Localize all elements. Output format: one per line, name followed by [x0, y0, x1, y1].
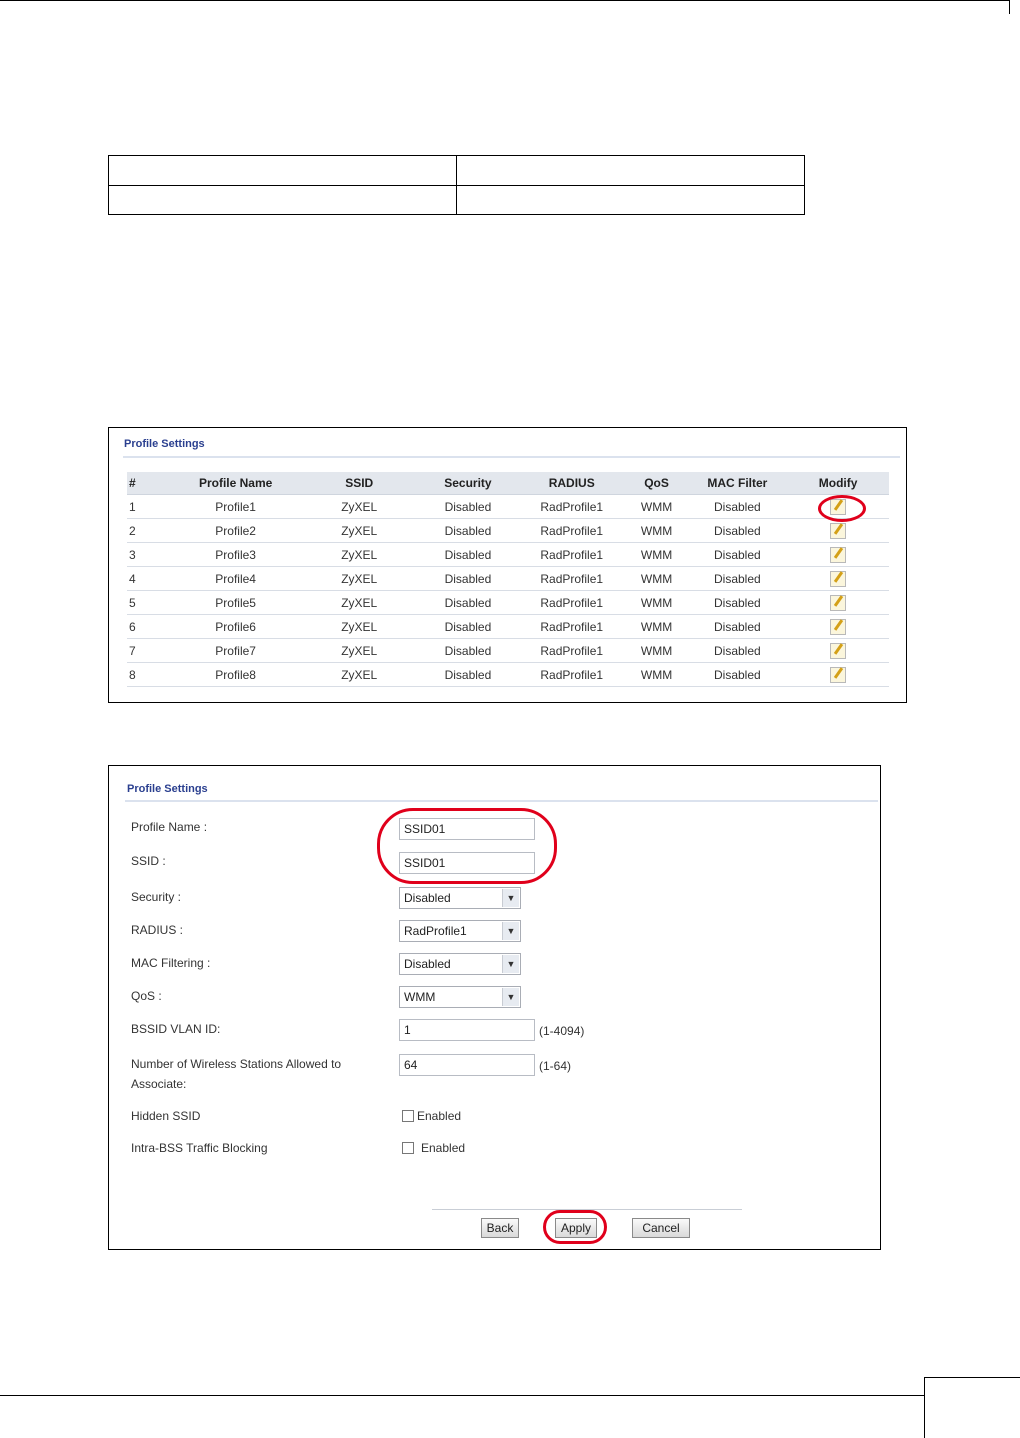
radius-select[interactable]: [399, 920, 521, 942]
table-cell: RadProfile1: [518, 519, 626, 543]
profile-name-input[interactable]: SSID01: [399, 818, 535, 840]
stations-range-hint: (1-64): [539, 1059, 572, 1073]
back-button[interactable]: Back: [481, 1218, 519, 1238]
hidden-ssid-checkbox[interactable]: [402, 1110, 414, 1122]
table-cell: RadProfile1: [518, 567, 626, 591]
table-cell: RadProfile1: [518, 615, 626, 639]
table-cell: 5: [127, 591, 171, 615]
table-cell: Disabled: [687, 495, 787, 519]
table-cell: ZyXEL: [300, 543, 418, 567]
table-row: [127, 543, 889, 567]
table-cell: Disabled: [418, 543, 518, 567]
table-cell: WMM: [626, 495, 688, 519]
table-row: [127, 567, 889, 591]
vlan-range-hint: (1-4094): [539, 1024, 585, 1038]
edit-pencil-icon[interactable]: [830, 619, 846, 635]
table-cell: Profile8: [171, 663, 301, 687]
modify-cell: [787, 591, 889, 615]
table-cell: Disabled: [687, 639, 787, 663]
table-cell: Disabled: [418, 663, 518, 687]
table-cell: Disabled: [418, 615, 518, 639]
intra-bss-checkbox[interactable]: [402, 1142, 414, 1154]
chevron-down-icon[interactable]: ▼: [502, 922, 519, 940]
ssid-label: SSID :: [131, 854, 166, 868]
hidden-ssid-option: Enabled: [417, 1109, 462, 1123]
table-row: [127, 495, 889, 519]
edit-pencil-icon[interactable]: [830, 523, 846, 539]
table-cell: Disabled: [687, 591, 787, 615]
table-cell: Disabled: [687, 615, 787, 639]
table-row: [127, 639, 889, 663]
table-cell: 8: [127, 663, 171, 687]
table-cell: ZyXEL: [300, 519, 418, 543]
qos-select[interactable]: [399, 986, 521, 1008]
select-value: WMM: [404, 990, 436, 1004]
mac-filtering-select[interactable]: [399, 953, 521, 975]
column-header: MAC Filter: [687, 472, 787, 495]
stations-label-line1: Number of Wireless Stations Allowed to: [131, 1057, 342, 1071]
highlight-oval: [818, 495, 866, 522]
column-header: Security: [418, 472, 518, 495]
empty-cell: [109, 156, 457, 186]
table-cell: ZyXEL: [300, 615, 418, 639]
profile-table: [127, 472, 889, 687]
modify-cell: [787, 639, 889, 663]
edit-pencil-icon[interactable]: [830, 643, 846, 659]
highlight-oval: [377, 808, 557, 884]
table-cell: Disabled: [687, 519, 787, 543]
table-cell: Disabled: [418, 591, 518, 615]
table-cell: Profile2: [171, 519, 301, 543]
title-divider: [125, 800, 878, 802]
edit-pencil-icon[interactable]: [830, 547, 846, 563]
modify-cell: [787, 543, 889, 567]
profile-list-screenshot: [108, 427, 907, 703]
vlan-input[interactable]: 1: [399, 1019, 535, 1041]
table-cell: Profile1: [171, 495, 301, 519]
table-cell: Profile6: [171, 615, 301, 639]
column-header: Profile Name: [171, 472, 301, 495]
title-divider: [123, 456, 900, 458]
table-cell: RadProfile1: [518, 543, 626, 567]
table-cell: 6: [127, 615, 171, 639]
table-cell: Disabled: [687, 543, 787, 567]
highlight-oval: [543, 1210, 607, 1244]
column-header: SSID: [300, 472, 418, 495]
edit-pencil-icon[interactable]: [830, 667, 846, 683]
table-cell: Disabled: [418, 567, 518, 591]
panel-title: Profile Settings: [124, 438, 205, 450]
table-cell: ZyXEL: [300, 663, 418, 687]
radius-label: RADIUS :: [131, 923, 184, 937]
modify-cell: [787, 567, 889, 591]
table-cell: 3: [127, 543, 171, 567]
select-value: RadProfile1: [404, 924, 467, 938]
page-number-box: [924, 1377, 1020, 1438]
modify-cell: [787, 615, 889, 639]
table-cell: WMM: [626, 591, 688, 615]
chevron-down-icon[interactable]: ▼: [502, 955, 519, 973]
ssid-input[interactable]: SSID01: [399, 852, 535, 874]
footer-rule: [0, 1395, 924, 1396]
table-cell: Disabled: [687, 567, 787, 591]
apply-button[interactable]: Apply: [555, 1218, 597, 1238]
table-cell: Profile4: [171, 567, 301, 591]
table-cell: 1: [127, 495, 171, 519]
edit-pencil-icon[interactable]: [830, 595, 846, 611]
stations-label-line2: Associate:: [131, 1077, 187, 1091]
table-cell: Disabled: [418, 519, 518, 543]
table-cell: RadProfile1: [518, 591, 626, 615]
table-cell: RadProfile1: [518, 639, 626, 663]
table-cell: 4: [127, 567, 171, 591]
stations-input[interactable]: 64: [399, 1054, 535, 1076]
edit-pencil-icon[interactable]: [830, 571, 846, 587]
security-select[interactable]: [399, 887, 521, 909]
vlan-label: BSSID VLAN ID:: [131, 1022, 221, 1036]
table-header-row: [127, 472, 889, 495]
table-cell: WMM: [626, 519, 688, 543]
table-cell: WMM: [626, 567, 688, 591]
chevron-down-icon[interactable]: ▼: [502, 889, 519, 907]
empty-cell: [109, 185, 457, 215]
table-row: [127, 615, 889, 639]
mac-filtering-label: MAC Filtering :: [131, 956, 211, 970]
table-cell: Profile5: [171, 591, 301, 615]
table-cell: RadProfile1: [518, 495, 626, 519]
security-label: Security :: [131, 890, 182, 904]
select-value: Disabled: [404, 891, 451, 905]
select-value: Disabled: [404, 957, 451, 971]
table-cell: 7: [127, 639, 171, 663]
modify-cell: [787, 663, 889, 687]
header-rule-end: [1009, 0, 1010, 14]
intra-bss-label: Intra-BSS Traffic Blocking: [131, 1141, 268, 1155]
profile-name-label: Profile Name :: [131, 820, 208, 834]
column-header: QoS: [626, 472, 688, 495]
table-cell: Profile3: [171, 543, 301, 567]
table-cell: ZyXEL: [300, 639, 418, 663]
table-cell: 2: [127, 519, 171, 543]
table-cell: ZyXEL: [300, 495, 418, 519]
table-cell: WMM: [626, 615, 688, 639]
chevron-down-icon[interactable]: ▼: [502, 988, 519, 1006]
cancel-button[interactable]: Cancel: [632, 1218, 690, 1238]
profile-edit-screenshot: [108, 765, 881, 1250]
column-header: RADIUS: [518, 472, 626, 495]
intra-bss-option: Enabled: [421, 1141, 466, 1155]
empty-cell: [457, 185, 805, 215]
table-cell: RadProfile1: [518, 663, 626, 687]
table-cell: ZyXEL: [300, 567, 418, 591]
table-cell: ZyXEL: [300, 591, 418, 615]
table-cell: Disabled: [418, 639, 518, 663]
empty-cell: [457, 156, 805, 186]
qos-label: QoS :: [131, 989, 162, 1003]
table-cell: WMM: [626, 543, 688, 567]
table-cell: Disabled: [687, 663, 787, 687]
table-cell: Disabled: [418, 495, 518, 519]
table-cell: Profile7: [171, 639, 301, 663]
table-cell: WMM: [626, 663, 688, 687]
header-rule: [0, 0, 1009, 1]
modify-cell: [787, 519, 889, 543]
table-row: [127, 663, 889, 687]
column-header: Modify: [787, 472, 889, 495]
empty-table: [108, 155, 805, 215]
table-row: [127, 591, 889, 615]
hidden-ssid-label: Hidden SSID: [131, 1109, 201, 1123]
table-cell: WMM: [626, 639, 688, 663]
panel-title: Profile Settings: [127, 783, 208, 795]
column-header: #: [127, 472, 171, 495]
table-row: [127, 519, 889, 543]
